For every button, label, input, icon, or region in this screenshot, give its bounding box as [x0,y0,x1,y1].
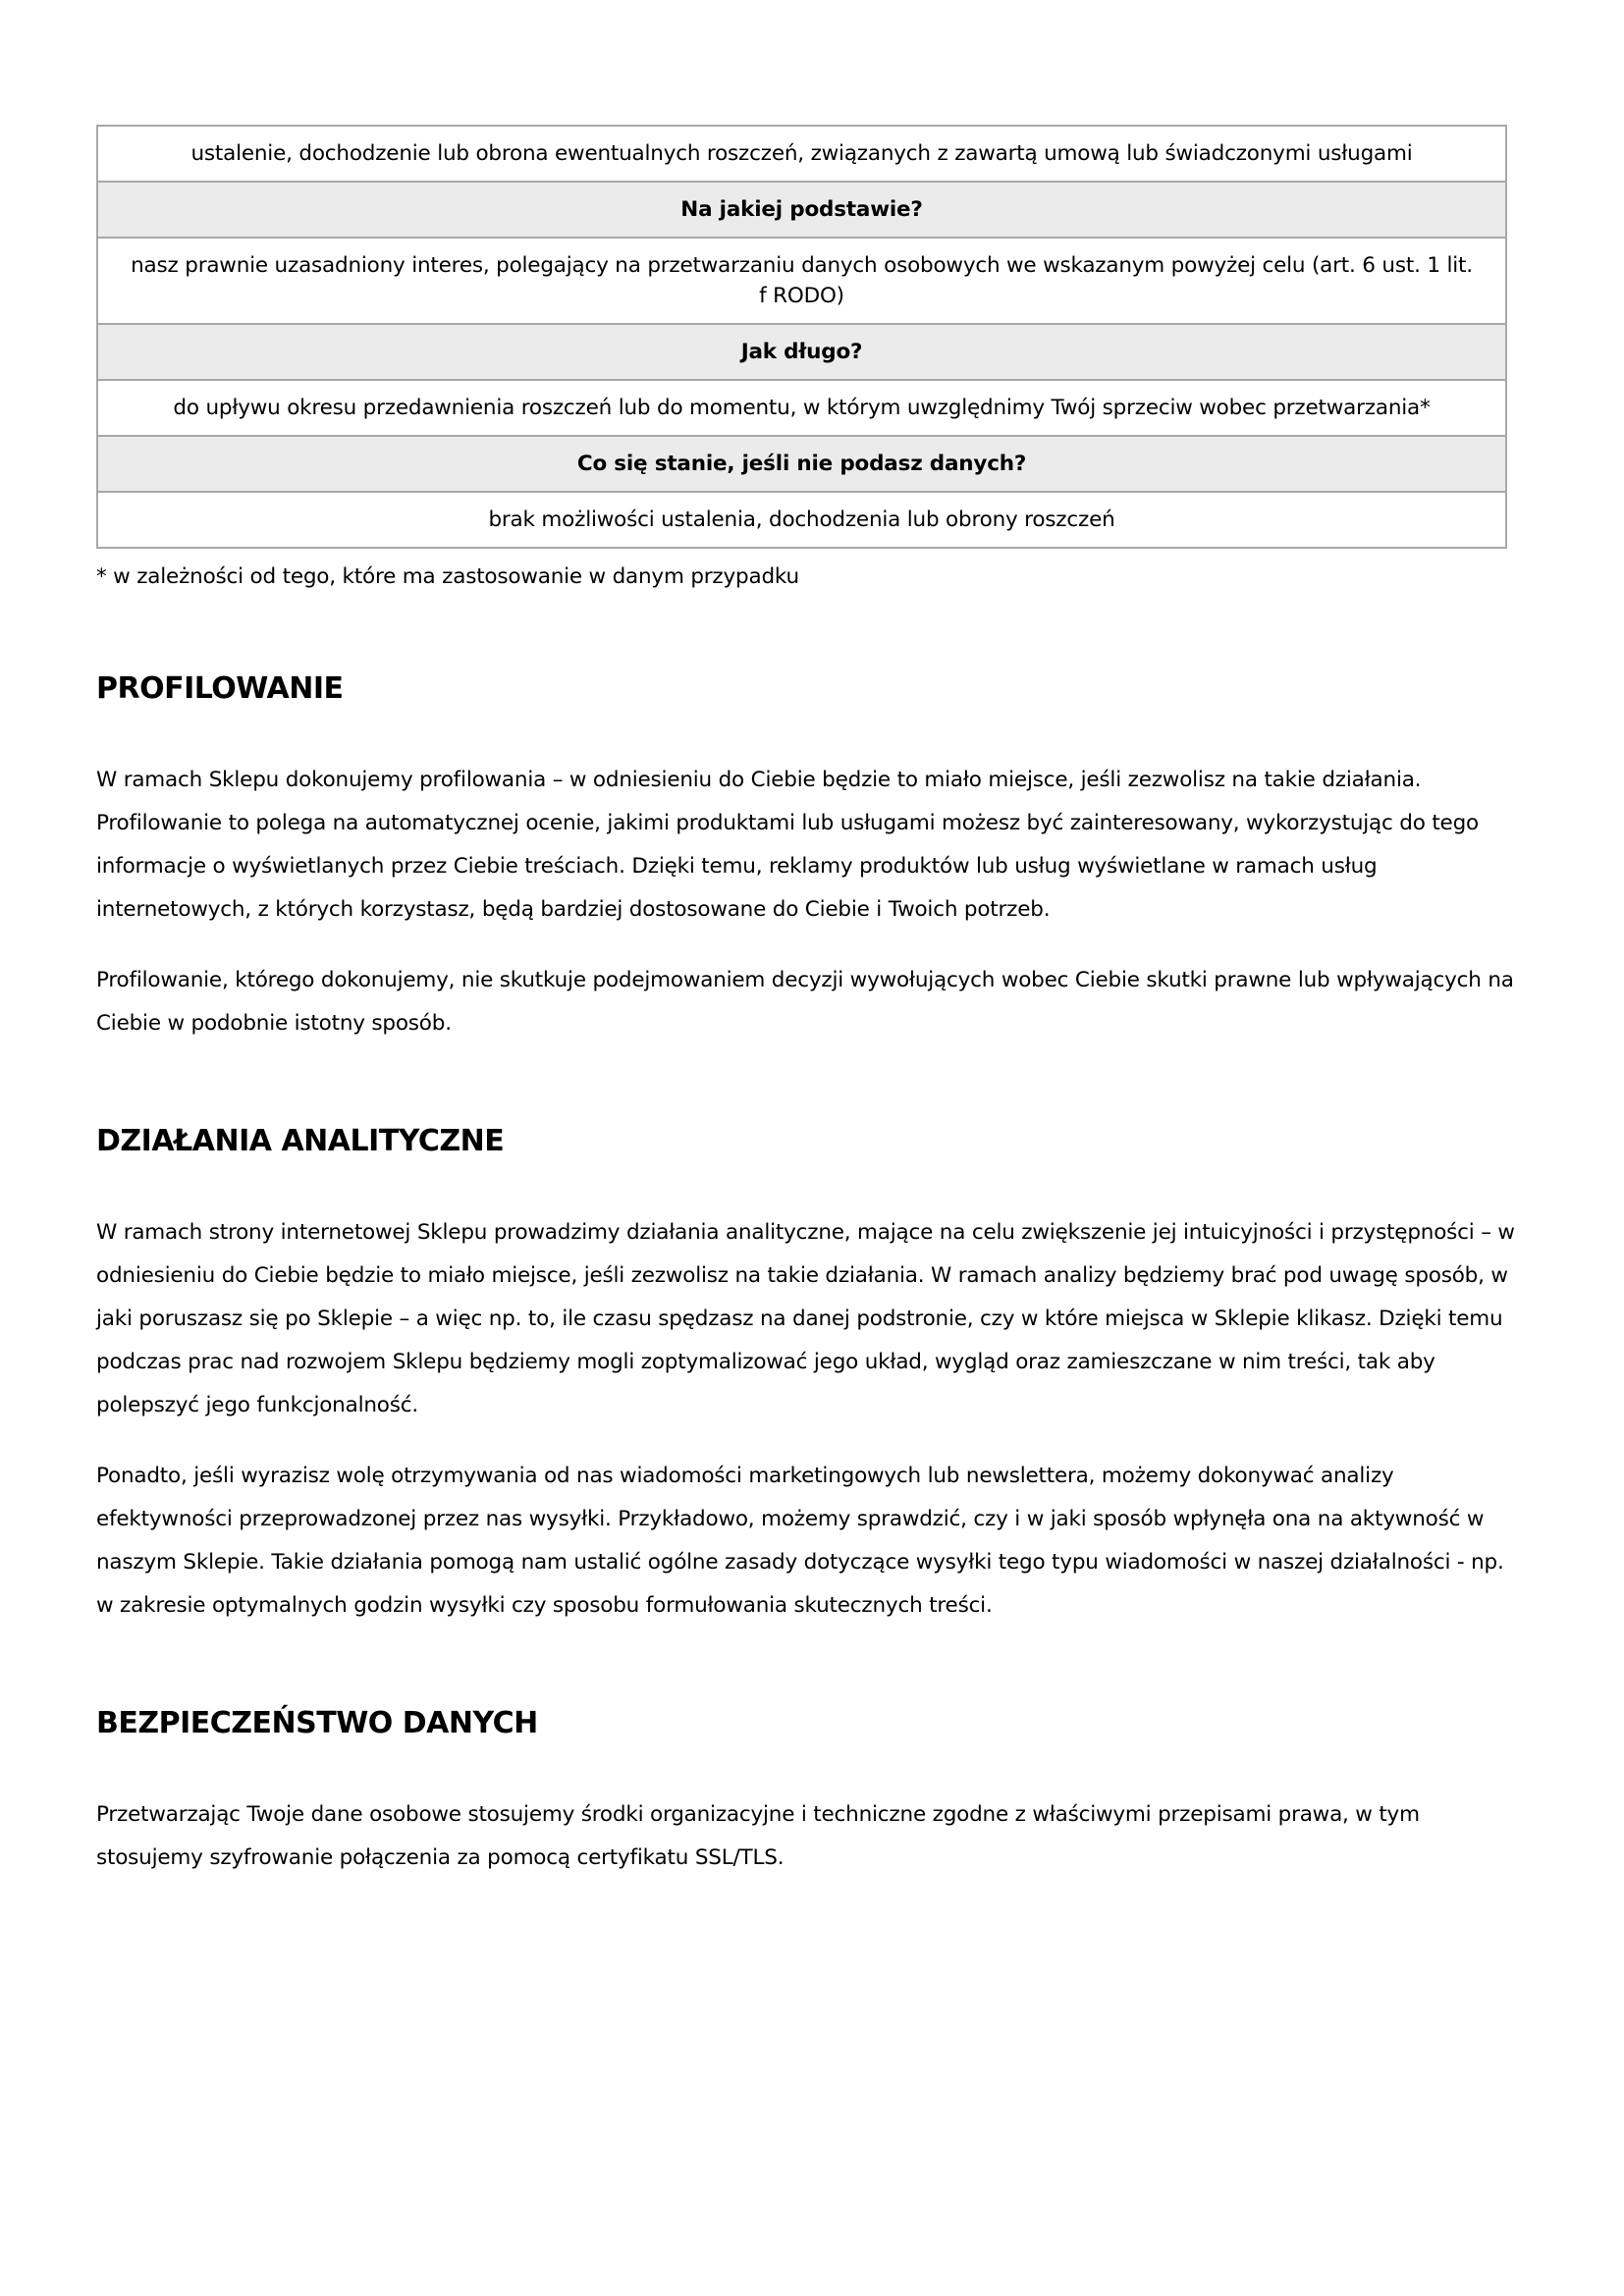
table-header-consequence: Co się stanie, jeśli nie podasz danych? [97,436,1506,492]
paragraph: W ramach Sklepu dokonujemy profilowania – w odniesieniu do Ciebie będzie to miało miejsce, jeśli zezwolisz na takie działania. Profilowanie to polega na automatycznej ocenie, jakimi produktami lub usługami możesz być zainteresowany, wykorzystując do tego informacje o wyświetlanych przez Ciebie treściach. Dzięki temu, reklamy produktów lub usług wyświetlane w ramach usług internetowych, z których korzystasz, będą bardziej dostosowane do Ciebie i Twoich potrzeb. [96,768,1479,922]
table-row [97,238,1506,324]
section-dzialania-analityczne [96,1124,1526,1628]
section-profilowanie [96,671,1526,1045]
section-bezpieczenstwo-danych [96,1706,1526,1880]
section-title-bezpieczenstwo-danych: BEZPIECZEŃSTWO DANYCH [96,1706,538,1740]
table-row [97,380,1506,436]
section-title-profilowanie: PROFILOWANIE [96,671,344,706]
table-cell-basis: nasz prawnie uzasadniony interes, polegający na przetwarzaniu danych osobowych we wskazanym powyżej celu (art. 6 ust. 1 lit. f RODO) [97,238,1506,324]
table-cell-duration: do upływu okresu przedawnienia roszczeń lub do momentu, w którym uwzględnimy Twój sprzeciw wobec przetwarzania* [97,380,1506,436]
table-row [97,324,1506,380]
paragraph: Przetwarzając Twoje dane osobowe stosujemy środki organizacyjne i techniczne zgodne z właściwymi przepisami prawa, w tym stosujemy szyfrowanie połączenia za pomocą certyfikatu SSL/TLS. [96,1802,1420,1870]
table-row [97,182,1506,238]
paragraph: Ponadto, jeśli wyrazisz wolę otrzymywania od nas wiadomości marketingowych lub newslettera, możemy dokonywać analizy efektywności przeprowadzonej przez nas wysyłki. Przykładowo, możemy sprawdzić, czy i w jaki sposób wpłynęła ona na aktywność w naszym Sklepie. Takie działania pomogą nam ustalić ogólne zasady dotyczące wysyłki tego typu wiadomości w naszej działalności - np. w zakresie optymalnych godzin wysyłki czy sposobu formułowania skutecznych treści. [96,1464,1504,1618]
table-header-basis: Na jakiej podstawie? [97,182,1506,238]
table-row [97,492,1506,548]
paragraph: Profilowanie, którego dokonujemy, nie skutkuje podejmowaniem decyzji wywołujących wobec Ciebie skutki prawne lub wpływających na Ciebie w podobnie istotny sposób. [96,968,1514,1036]
rodo-purpose-table [96,125,1507,549]
table-header-duration: Jak długo? [97,324,1506,380]
table-cell-consequence: brak możliwości ustalenia, dochodzenia lub obrony roszczeń [97,492,1506,548]
paragraph: W ramach strony internetowej Sklepu prowadzimy działania analityczne, mające na celu zwiększenie jej intuicyjności i przystępności – w odniesieniu do Ciebie będzie to miało miejsce, jeśli zezwolisz na takie działania. W ramach analizy będziemy brać pod uwagę sposób, w jaki poruszasz się po Sklepie – a więc np. to, ile czasu spędzasz na danej podstronie, czy w które miejsca w Sklepie klikasz. Dzięki temu podczas prac nad rozwojem Sklepu będziemy mogli zoptymalizować jego układ, wygląd oraz zamieszczane w nim treści, tak aby polepszyć jego funkcjonalność. [96,1220,1515,1417]
footnote: * w zależności od tego, które ma zastosowanie w danym przypadku [96,564,799,589]
section-title-dzialania-analityczne: DZIAŁANIA ANALITYCZNE [96,1124,505,1158]
table-row [97,126,1506,182]
table-cell-purpose: ustalenie, dochodzenie lub obrona ewentualnych roszczeń, związanych z zawartą umową lub świadczonymi usługami [97,126,1506,182]
table-row [97,436,1506,492]
